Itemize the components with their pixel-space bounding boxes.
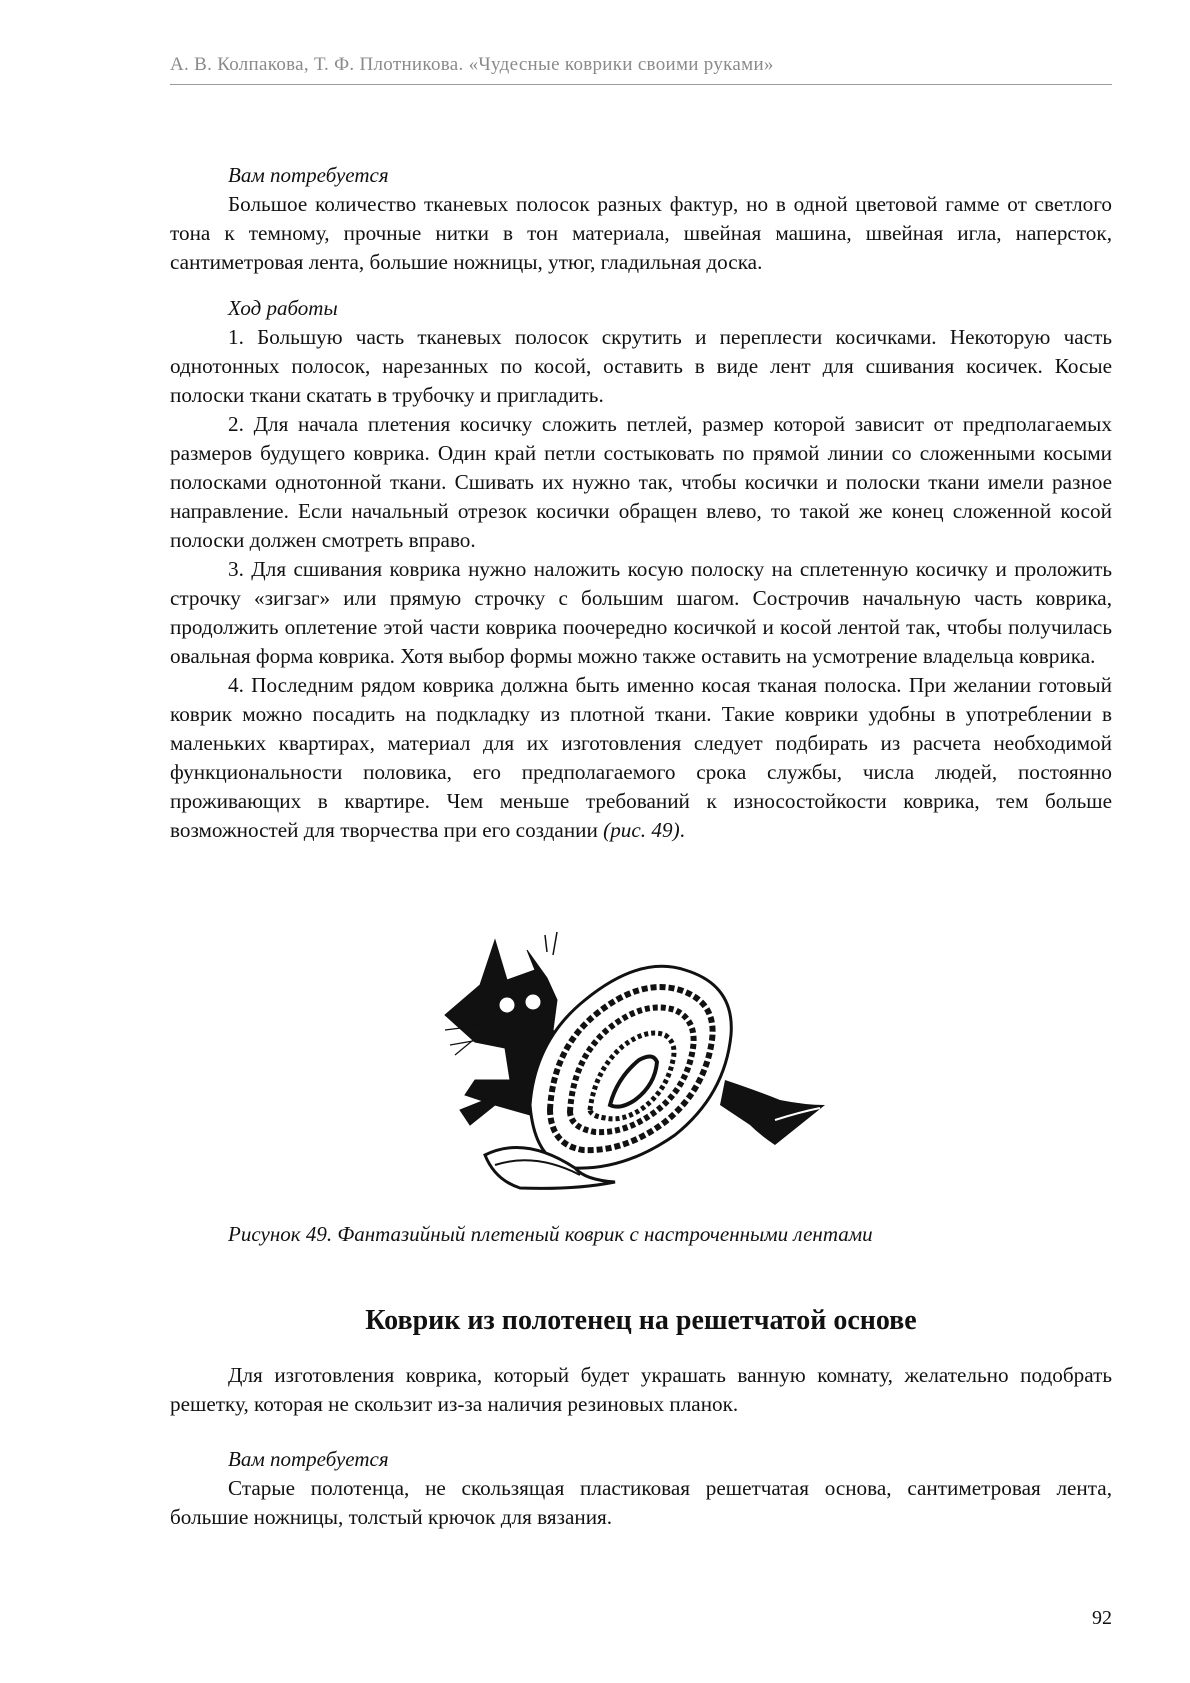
section-process bbox=[170, 294, 1112, 845]
materials-subheading-2: Вам потребуется bbox=[228, 1447, 389, 1471]
header-divider bbox=[170, 84, 1112, 85]
step-1-paragraph: 1. Большую часть тканевых полосок скрутить и переплести косичками. Некоторую часть однотонных полосок, нарезанных по косой, оставить в виде лент для сшивания косичек. Косые полоски ткани скатать в трубочку и пригладить. bbox=[170, 325, 1112, 407]
section-materials bbox=[170, 161, 1112, 277]
cat-tail bbox=[720, 1080, 825, 1145]
step-4-text: 4. Последним рядом коврика должна быть именно косая тканая полоска. При желании готовый коврик можно посадить на подкладку из плотной ткани. Такие коврики удобны в употреблении в маленьких квартирах, материал для их изготовления следует подбирать из расчета необходимой функциональности половика, его предполагаемого срока службы, числа людей, постоянно проживающих в квартире. Чем меньше требований к износостойкости коврика, тем больше возможностей для творчества при его создании bbox=[170, 673, 1112, 842]
step-4-end: . bbox=[679, 818, 685, 842]
figure-reference: (рис. 49) bbox=[603, 818, 680, 842]
section-heading: Коврик из полотенец на решетчатой основе bbox=[365, 1305, 917, 1336]
step-2-paragraph: 2. Для начала плетения косичку сложить петлей, размер которой зависит от предполагаемых размеров будущего коврика. Один край петли состыковать по прямой линии со сложенными косыми полосками однотонной ткани. Сшивать их нужно так, чтобы косички и полоски ткани имели разное направление. Если начальный отрезок косички обращен влево, то такой же конец сложенной косой полоски должен смотреть вправо. bbox=[170, 412, 1112, 552]
step-4-paragraph bbox=[170, 671, 1112, 845]
intro-paragraph: Для изготовления коврика, который будет украшать ванную комнату, желательно подобрать решетку, которая не скользит из-за наличия резиновых планок. bbox=[170, 1363, 1112, 1416]
materials-paragraph: Большое количество тканевых полосок разных фактур, но в одной цветовой гамме от светлого тона к темному, прочные нитки в тон материала, швейная машина, швейная игла, наперсток, сантиметровая лента, большие ножницы, утюг, гладильная доска. bbox=[170, 192, 1112, 274]
step-3-paragraph: 3. Для сшивания коврика нужно наложить косую полоску на сплетенную косичку и проложить строчку «зигзаг» или прямую строчку с большим шагом. Сострочив начальную часть коврика, продолжить оплетение этой части коврика поочередно косичкой и косой лентой так, чтобы получилась овальная форма коврика. Хотя выбор формы можно также оставить на усмотрение владельца коврика. bbox=[170, 557, 1112, 668]
cat-with-braided-rug-illustration bbox=[435, 930, 855, 1192]
page-number: 92 bbox=[1092, 1607, 1112, 1629]
figure-caption: Рисунок 49. Фантазийный плетеный коврик с настроченными лентами bbox=[228, 1222, 873, 1246]
section2-intro bbox=[170, 1361, 1112, 1419]
materials-paragraph-2: Старые полотенца, не скользящая пластиковая решетчатая основа, сантиметровая лента, большие ножницы, толстый крючок для вязания. bbox=[170, 1476, 1112, 1529]
materials-subheading: Вам потребуется bbox=[228, 163, 389, 187]
running-header: А. В. Колпакова, Т. Ф. Плотникова. «Чудесные коврики своими руками» bbox=[170, 54, 774, 75]
process-subheading: Ход работы bbox=[228, 296, 338, 320]
section2-materials bbox=[170, 1445, 1112, 1532]
